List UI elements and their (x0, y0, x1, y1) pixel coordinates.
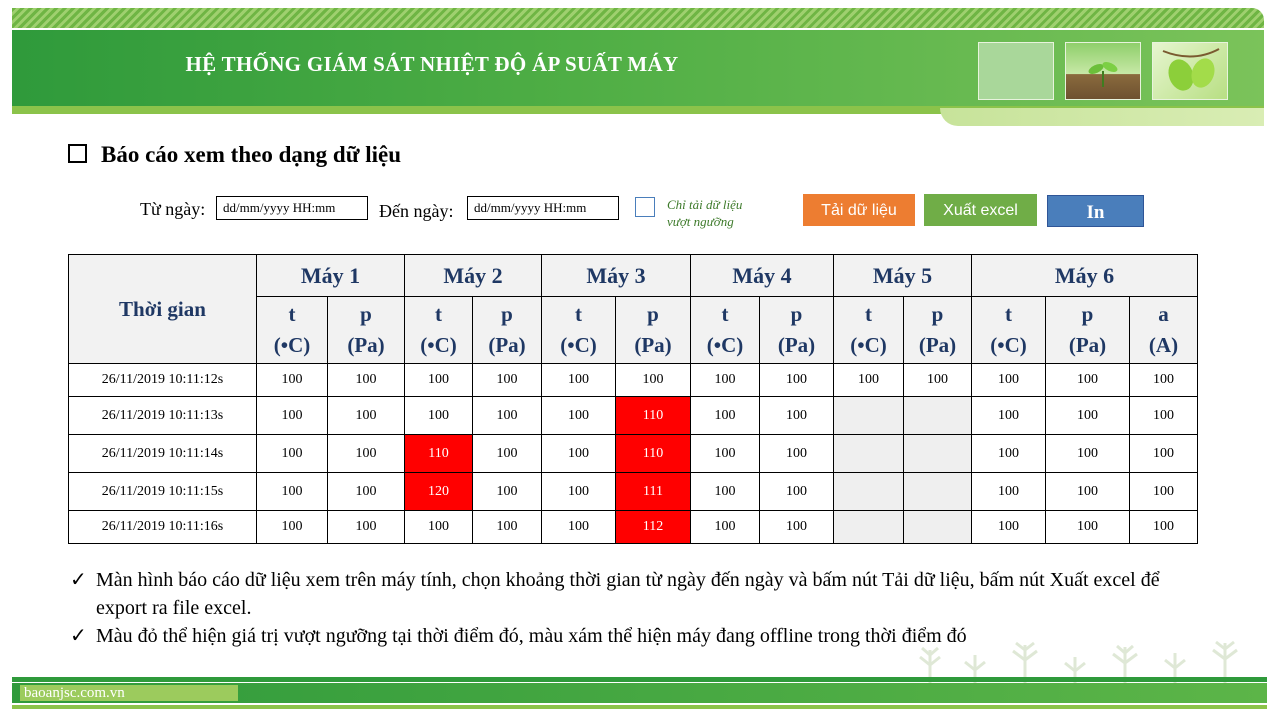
table-cell: 100 (542, 364, 616, 397)
sub-header-unit: (Pa) (347, 333, 385, 357)
table-cell: 100 (1046, 364, 1130, 397)
sub-column-header (542, 297, 616, 364)
table-cell: 100 (542, 511, 616, 544)
table-cell: 100 (760, 364, 834, 397)
sub-column-header (904, 297, 972, 364)
table-cell: 100 (1046, 397, 1130, 435)
table-cell: 100 (972, 473, 1046, 511)
table-cell: 100 (1046, 435, 1130, 473)
offline-cell (834, 397, 904, 435)
sub-header-symbol: t (435, 302, 442, 326)
row-time: 26/11/2019 10:11:12s (69, 364, 257, 397)
header-underline-accent (940, 108, 1264, 126)
sub-column-header (972, 297, 1046, 364)
offline-cell (904, 435, 972, 473)
sub-header-symbol: p (1081, 302, 1094, 326)
sub-column-header (405, 297, 473, 364)
table-cell: 100 (542, 435, 616, 473)
sub-column-header (834, 297, 904, 364)
table-cell: 100 (760, 397, 834, 435)
table-cell: 100 (257, 397, 328, 435)
table-cell: 100 (972, 435, 1046, 473)
table-cell: 100 (473, 364, 542, 397)
to-date-input[interactable] (467, 196, 619, 220)
sub-header-unit: (•C) (560, 333, 597, 357)
sub-header-unit: (Pa) (1068, 333, 1107, 357)
sub-header-symbol: p (790, 302, 803, 326)
table-cell: 100 (691, 511, 760, 544)
offline-cell (834, 473, 904, 511)
table-cell: 100 (760, 473, 834, 511)
sub-header-symbol: t (865, 302, 872, 326)
table-cell: 100 (257, 473, 328, 511)
to-date-label: Đến ngày: (379, 201, 454, 221)
sub-header-symbol: a (1158, 302, 1169, 326)
header-image-placeholder (978, 42, 1054, 100)
table-cell: 100 (904, 364, 972, 397)
row-time: 26/11/2019 10:11:13s (69, 397, 257, 435)
sub-header-unit: (A) (1148, 333, 1179, 357)
sub-header-symbol: t (1005, 302, 1012, 326)
sub-header-unit: (•C) (273, 333, 311, 357)
table-cell: 100 (972, 397, 1046, 435)
table-cell: 100 (542, 473, 616, 511)
table-cell: 100 (473, 435, 542, 473)
machine-header-row (69, 255, 1198, 297)
table-row (69, 511, 1198, 544)
machine-header-3: Máy 3 (542, 255, 691, 297)
over-threshold-cell: 112 (616, 511, 691, 544)
check-icon: ✓ (70, 625, 87, 647)
sub-header-unit: (Pa) (918, 333, 957, 357)
offline-cell (904, 511, 972, 544)
header-image-leaves (1152, 42, 1228, 100)
table-cell: 100 (405, 364, 473, 397)
sub-column-header (1046, 297, 1130, 364)
sub-header-unit: (•C) (420, 333, 457, 357)
table-cell: 100 (405, 511, 473, 544)
row-time: 26/11/2019 10:11:15s (69, 473, 257, 511)
table-row (69, 397, 1198, 435)
leaf-icon (1153, 43, 1227, 99)
sub-header-symbol: p (931, 302, 944, 326)
table-cell: 100 (473, 397, 542, 435)
footer-url: baoanjsc.com.vn (20, 685, 238, 701)
check-icon: ✓ (70, 569, 87, 591)
table-cell: 100 (1130, 511, 1198, 544)
table-row (69, 435, 1198, 473)
over-threshold-cell: 110 (616, 435, 691, 473)
sub-header-unit: (•C) (706, 333, 744, 357)
sub-column-header (473, 297, 542, 364)
footer-line (12, 677, 1267, 682)
sub-column-header (760, 297, 834, 364)
export-excel-button[interactable]: Xuất excel (924, 194, 1037, 226)
table-cell: 100 (1130, 473, 1198, 511)
table-cell: 100 (760, 511, 834, 544)
sub-header-symbol: p (647, 302, 659, 326)
table-cell: 100 (328, 364, 405, 397)
threshold-only-label (667, 196, 742, 230)
note-text: Màu đỏ thể hiện giá trị vượt ngưỡng tại thời điểm đó, màu xám thể hiện máy đang offline trong thời điểm đó (96, 625, 967, 647)
row-time: 26/11/2019 10:11:16s (69, 511, 257, 544)
table-cell: 100 (257, 364, 328, 397)
table-cell: 100 (328, 511, 405, 544)
sub-header-unit: (Pa) (777, 333, 816, 357)
table-cell: 100 (616, 364, 691, 397)
footer-line-bottom (12, 705, 1267, 709)
table-body (69, 364, 1198, 544)
offline-cell (834, 511, 904, 544)
offline-cell (834, 435, 904, 473)
sub-column-header (1130, 297, 1198, 364)
threshold-label-line1: Chỉ tải dữ liệu (667, 197, 743, 212)
sub-header-unit: (Pa) (634, 333, 672, 357)
machine-header-2: Máy 2 (405, 255, 542, 297)
table-cell: 100 (1046, 473, 1130, 511)
row-time: 26/11/2019 10:11:14s (69, 435, 257, 473)
sub-header-symbol: t (288, 302, 296, 326)
table-cell: 100 (1130, 364, 1198, 397)
sub-column-header (328, 297, 405, 364)
over-threshold-cell: 120 (405, 473, 473, 511)
sub-column-header (691, 297, 760, 364)
square-bullet-icon (68, 144, 87, 163)
header-image-sprout (1065, 42, 1141, 100)
table-cell: 100 (257, 511, 328, 544)
report-table (68, 254, 1198, 544)
section-title (68, 142, 401, 168)
machine-header-1: Máy 1 (257, 255, 405, 297)
note-text: Màn hình báo cáo dữ liệu xem trên máy tính, chọn khoảng thời gian từ ngày đến ngày và bấm nút Tải dữ liệu, bấm nút Xuất excel để export ra file excel. (96, 569, 1160, 619)
sprout-icon (1066, 43, 1140, 99)
table-cell: 100 (691, 435, 760, 473)
machine-header-6: Máy 6 (972, 255, 1198, 297)
machine-header-5: Máy 5 (834, 255, 972, 297)
sub-header-symbol: t (575, 302, 582, 326)
offline-cell (904, 473, 972, 511)
print-button[interactable]: In (1047, 195, 1144, 227)
from-date-label: Từ ngày: (140, 199, 206, 219)
sub-header-symbol: p (501, 302, 513, 326)
sub-header-unit: (•C) (990, 333, 1027, 357)
table-row (69, 473, 1198, 511)
from-date-input[interactable] (216, 196, 368, 220)
sub-header-unit: (Pa) (488, 333, 526, 357)
sub-header-unit: (•C) (850, 333, 887, 357)
sub-column-header (616, 297, 691, 364)
over-threshold-cell: 110 (405, 435, 473, 473)
table-cell: 100 (1130, 435, 1198, 473)
table-cell: 100 (328, 473, 405, 511)
threshold-only-checkbox[interactable] (635, 197, 655, 217)
table-cell: 100 (473, 511, 542, 544)
over-threshold-cell: 110 (616, 397, 691, 435)
table-cell: 100 (691, 364, 760, 397)
table-row (69, 364, 1198, 397)
threshold-label-line2: vượt ngưỡng (667, 214, 734, 229)
table-cell: 100 (691, 397, 760, 435)
table-cell: 100 (972, 364, 1046, 397)
table-cell: 100 (834, 364, 904, 397)
table-cell: 100 (405, 397, 473, 435)
table-cell: 100 (257, 435, 328, 473)
machine-header-4: Máy 4 (691, 255, 834, 297)
sub-column-header (257, 297, 328, 364)
header-stripe (12, 8, 1264, 28)
table-cell: 100 (691, 473, 760, 511)
app-title: HỆ THỐNG GIÁM SÁT NHIỆT ĐỘ ÁP SUẤT MÁY (185, 52, 679, 76)
time-column-header: Thời gian (69, 255, 257, 364)
section-title-text: Báo cáo xem theo dạng dữ liệu (101, 142, 402, 167)
over-threshold-cell: 111 (616, 473, 691, 511)
table-cell: 100 (972, 511, 1046, 544)
table-cell: 100 (1046, 511, 1130, 544)
table-cell: 100 (328, 397, 405, 435)
table-cell: 100 (542, 397, 616, 435)
sub-header-symbol: p (360, 302, 372, 326)
table-cell: 100 (473, 473, 542, 511)
table-cell: 100 (328, 435, 405, 473)
sub-header-symbol: t (721, 302, 729, 326)
table-cell: 100 (760, 435, 834, 473)
offline-cell (904, 397, 972, 435)
table-cell: 100 (1130, 397, 1198, 435)
load-data-button[interactable]: Tải dữ liệu (803, 194, 915, 226)
note-item (70, 566, 1210, 622)
